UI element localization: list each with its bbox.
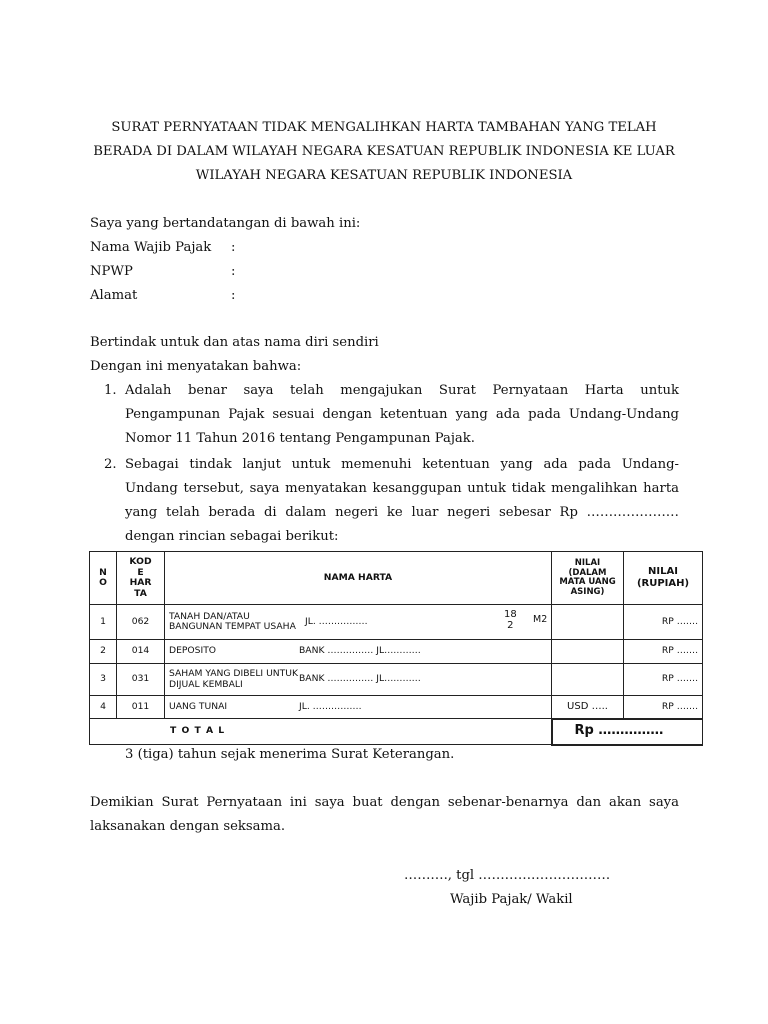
row-1-luas bbox=[504, 609, 517, 631]
row-1-kode: 062 bbox=[117, 605, 165, 640]
field-label-npwp: NPWP bbox=[90, 264, 133, 279]
row-1-unit: M2 bbox=[533, 614, 548, 625]
doc-title-line-1: SURAT PERNYATAAN TIDAK MENGALIHKAN HARTA TAMBAHAN YANG TELAH bbox=[111, 120, 657, 135]
field-sep-nama: : bbox=[231, 240, 236, 255]
item-1-line-2: Pengampunan Pajak sesuai dengan ketentuan yang ada pada Undang-Undang bbox=[125, 407, 679, 422]
row-1-luas-bottom: 2 bbox=[507, 620, 514, 631]
row-3-detail: BANK …………… JL………… bbox=[299, 673, 421, 685]
row-4-nama-cell bbox=[165, 696, 552, 719]
row-2-nama-cell bbox=[165, 640, 552, 664]
declare-text: Dengan ini menyatakan bahwa: bbox=[90, 359, 302, 374]
row-4-detail: JL. ……………. bbox=[299, 700, 362, 712]
row-2-rupiah: RP ……. bbox=[624, 640, 703, 664]
signature-place-date: ………., tgl ………………………… bbox=[404, 868, 611, 883]
table-header-row bbox=[90, 552, 703, 605]
row-1-luas-top: 18 bbox=[504, 609, 517, 620]
total-label: T O T A L bbox=[90, 719, 552, 745]
field-sep-alamat: : bbox=[231, 288, 236, 303]
table-row bbox=[90, 664, 703, 696]
item-1-line-3: Nomor 11 Tahun 2016 tentang Pengampunan Pajak. bbox=[125, 431, 475, 446]
table-row bbox=[90, 696, 703, 719]
row-3-asing bbox=[552, 664, 624, 696]
row-3-rupiah: RP ……. bbox=[624, 664, 703, 696]
table-row bbox=[90, 640, 703, 664]
item-1-number: 1. bbox=[104, 383, 117, 398]
row-3-no: 3 bbox=[90, 664, 117, 696]
closing-line-1: Demikian Surat Pernyataan ini saya buat dengan sebenar-benarnya dan akan saya bbox=[90, 795, 679, 810]
item-2-line-2: Undang tersebut, saya menyatakan kesanggupan untuk tidak mengalihkan harta bbox=[125, 481, 679, 496]
row-2-no: 2 bbox=[90, 640, 117, 664]
row-2-asing bbox=[552, 640, 624, 664]
header-nilai-asing: NILAI (DALAM MATA UANG ASING) bbox=[552, 552, 624, 605]
row-4-rupiah: RP ……. bbox=[624, 696, 703, 719]
intro-text: Saya yang bertandatangan di bawah ini: bbox=[90, 216, 361, 231]
row-3-nama-cell bbox=[165, 664, 552, 696]
doc-title-line-3: WILAYAH NEGARA KESATUAN REPUBLIK INDONESIA bbox=[195, 168, 573, 183]
item-2-line-4: dengan rincian sebagai berikut: bbox=[125, 529, 339, 544]
row-4-nama: UANG TUNAI bbox=[169, 700, 228, 712]
row-1-nama-cell bbox=[165, 605, 552, 640]
row-3-nama: SAHAM YANG DIBELI UNTUK DIJUAL KEMBALI bbox=[169, 668, 299, 690]
table-row bbox=[90, 605, 703, 640]
row-2-nama: DEPOSITO bbox=[169, 645, 217, 657]
field-sep-npwp: : bbox=[231, 264, 236, 279]
row-1-detail: JL. ……………. bbox=[305, 615, 368, 627]
harta-table bbox=[89, 551, 703, 746]
row-4-asing: USD ….. bbox=[552, 696, 624, 719]
item-2-number: 2. bbox=[104, 457, 117, 472]
header-nilai-rupiah: NILAI (RUPIAH) bbox=[624, 552, 703, 605]
total-value: Rp …………… bbox=[552, 719, 703, 745]
acting-text: Bertindak untuk dan atas nama diri sendiri bbox=[90, 335, 379, 350]
item-2-line-3: yang telah berada di dalam negeri ke luar negeri sebesar Rp ………………… bbox=[125, 505, 679, 520]
row-1-no: 1 bbox=[90, 605, 117, 640]
field-label-nama: Nama Wajib Pajak bbox=[90, 240, 212, 255]
item-2-line-1: Sebagai tindak lanjut untuk memenuhi ketentuan yang ada pada Undang- bbox=[125, 457, 679, 472]
field-label-alamat: Alamat bbox=[90, 288, 138, 303]
row-1-rupiah: RP ……. bbox=[624, 605, 703, 640]
signature-role: Wajib Pajak/ Wakil bbox=[450, 892, 573, 907]
header-no: N O bbox=[90, 552, 117, 605]
row-2-kode: 014 bbox=[117, 640, 165, 664]
row-2-detail: BANK …………… JL………… bbox=[299, 645, 421, 657]
period-text: 3 (tiga) tahun sejak menerima Surat Keterangan. bbox=[125, 747, 455, 762]
table-total-row bbox=[90, 719, 703, 745]
doc-title-line-2: BERADA DI DALAM WILAYAH NEGARA KESATUAN REPUBLIK INDONESIA KE LUAR bbox=[93, 144, 675, 159]
row-4-no: 4 bbox=[90, 696, 117, 719]
closing-line-2: laksanakan dengan seksama. bbox=[90, 819, 286, 834]
row-4-kode: 011 bbox=[117, 696, 165, 719]
row-1-nama: TANAH DAN/ATAU BANGUNAN TEMPAT USAHA bbox=[169, 610, 296, 632]
header-nama: NAMA HARTA bbox=[165, 552, 552, 605]
row-3-kode: 031 bbox=[117, 664, 165, 696]
item-1-line-1: Adalah benar saya telah mengajukan Surat Pernyataan Harta untuk bbox=[125, 383, 679, 398]
header-kode: KOD E HAR TA bbox=[117, 552, 165, 605]
row-1-asing bbox=[552, 605, 624, 640]
